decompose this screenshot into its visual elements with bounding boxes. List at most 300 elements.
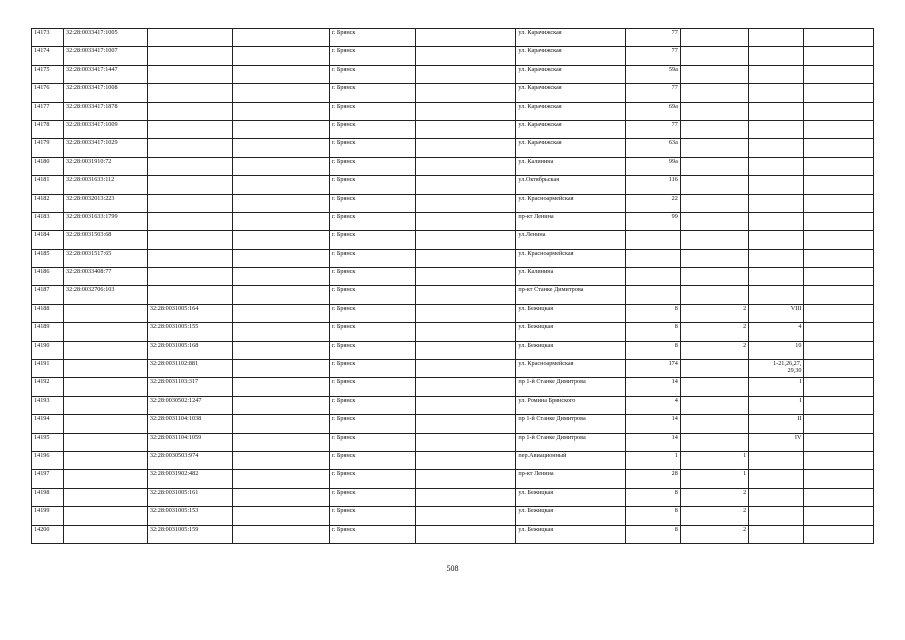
cell-empty (232, 102, 329, 120)
cell-city: г. Брянск (329, 231, 415, 249)
cell-room (749, 249, 804, 267)
cell-street: пр-кт Станке Димитрова (516, 286, 625, 304)
cell-empty (232, 157, 329, 175)
cell-number: 14179 (32, 139, 64, 157)
cell-empty (416, 378, 516, 396)
cell-house (625, 249, 680, 267)
cell-city: г. Брянск (329, 157, 415, 175)
cell-empty (416, 488, 516, 506)
cell-empty (804, 176, 874, 194)
cell-building (680, 65, 748, 83)
cell-empty (232, 433, 329, 451)
cell-street: ул. Карачижская (516, 102, 625, 120)
cell-cadastral-land: 32:28:0032706:103 (64, 286, 148, 304)
cell-empty (232, 488, 329, 506)
cell-cadastral-object (147, 102, 232, 120)
cell-cadastral-object: 32:28:0031005:168 (147, 341, 232, 359)
cell-room (749, 268, 804, 286)
cell-cadastral-land (64, 304, 148, 322)
cell-number: 14192 (32, 378, 64, 396)
table-row (32, 157, 874, 175)
cell-cadastral-land (64, 378, 148, 396)
cell-empty (416, 268, 516, 286)
cell-city: г. Брянск (329, 102, 415, 120)
cell-number: 14176 (32, 84, 64, 102)
table-row (32, 84, 874, 102)
cell-empty (232, 378, 329, 396)
cell-city: г. Брянск (329, 29, 415, 47)
cell-building: 2 (680, 525, 748, 543)
cell-number: 14195 (32, 433, 64, 451)
cell-empty (416, 525, 516, 543)
cell-cadastral-object (147, 176, 232, 194)
cell-number: 14184 (32, 231, 64, 249)
table-row (32, 120, 874, 138)
cell-building (680, 396, 748, 414)
cell-empty (232, 507, 329, 525)
cell-cadastral-object: 32:28:0031102:881 (147, 360, 232, 378)
cell-cadastral-object: 32:28:0031104:1038 (147, 415, 232, 433)
cell-empty (416, 470, 516, 488)
cell-number: 14175 (32, 65, 64, 83)
cell-street: ул. Красноармейская (516, 360, 625, 378)
cell-street: ул. Карачижская (516, 84, 625, 102)
cell-street: ул. Ромина Брянского (516, 396, 625, 414)
cell-empty (416, 451, 516, 469)
cell-cadastral-land (64, 415, 148, 433)
cell-house: 28 (625, 470, 680, 488)
table-row (32, 194, 874, 212)
cell-cadastral-land: 32:28:0033417:1009 (64, 120, 148, 138)
cell-cadastral-land: 32:28:0032013:223 (64, 194, 148, 212)
table-row (32, 249, 874, 267)
cell-empty (416, 102, 516, 120)
cell-cadastral-land (64, 396, 148, 414)
cell-street: ул. Калинина (516, 157, 625, 175)
cell-number: 14180 (32, 157, 64, 175)
cell-building (680, 268, 748, 286)
cell-house (625, 231, 680, 249)
cell-house: 8 (625, 507, 680, 525)
cell-room: I (749, 378, 804, 396)
cell-building (680, 212, 748, 230)
cell-building (680, 378, 748, 396)
cell-cadastral-object: 32:28:0031005:153 (147, 507, 232, 525)
cell-empty (416, 323, 516, 341)
cell-cadastral-object (147, 286, 232, 304)
cell-street: ул. Бежицкая (516, 507, 625, 525)
cell-cadastral-land: 32:28:0033417:1029 (64, 139, 148, 157)
table-row (32, 341, 874, 359)
cell-empty (416, 231, 516, 249)
cell-empty (804, 194, 874, 212)
cell-empty (804, 286, 874, 304)
cell-empty (232, 304, 329, 322)
cell-city: г. Брянск (329, 176, 415, 194)
cell-empty (232, 47, 329, 65)
cell-empty (416, 433, 516, 451)
table-row (32, 47, 874, 65)
cell-cadastral-land: 32:28:0033417:1878 (64, 102, 148, 120)
cell-empty (232, 470, 329, 488)
cell-city: г. Брянск (329, 65, 415, 83)
cell-room (749, 157, 804, 175)
cell-empty (232, 323, 329, 341)
cell-cadastral-object (147, 139, 232, 157)
cell-empty (416, 415, 516, 433)
cell-city: г. Брянск (329, 378, 415, 396)
cell-number: 14177 (32, 102, 64, 120)
cell-cadastral-land (64, 451, 148, 469)
cell-cadastral-land (64, 525, 148, 543)
cell-cadastral-land: 32:28:0031633:1799 (64, 212, 148, 230)
cell-number: 14183 (32, 212, 64, 230)
table-row (32, 139, 874, 157)
cell-empty (804, 396, 874, 414)
cell-empty (804, 47, 874, 65)
page-number: 508 (446, 564, 459, 573)
cell-number: 14178 (32, 120, 64, 138)
cell-house: 8 (625, 323, 680, 341)
table-row (32, 451, 874, 469)
cell-empty (416, 65, 516, 83)
table-row (32, 433, 874, 451)
cell-cadastral-object (147, 65, 232, 83)
cell-empty (416, 341, 516, 359)
cell-empty (804, 65, 874, 83)
cell-city: г. Брянск (329, 488, 415, 506)
cell-empty (232, 120, 329, 138)
cell-room (749, 488, 804, 506)
table-row (32, 360, 874, 378)
cell-cadastral-object: 32:28:0031902:482 (147, 470, 232, 488)
cell-room: I (749, 396, 804, 414)
cell-street: пр-кт Ленина (516, 470, 625, 488)
cell-empty (232, 176, 329, 194)
cell-building (680, 194, 748, 212)
cell-house: 22 (625, 194, 680, 212)
cell-empty (232, 268, 329, 286)
cell-empty (232, 231, 329, 249)
cell-empty (232, 194, 329, 212)
cell-house: 14 (625, 378, 680, 396)
cell-empty (232, 84, 329, 102)
cell-empty (232, 29, 329, 47)
cell-empty (416, 120, 516, 138)
cell-cadastral-object (147, 29, 232, 47)
cell-house: 4 (625, 396, 680, 414)
cell-house: 8 (625, 488, 680, 506)
cell-cadastral-object: 32:28:0030503:974 (147, 451, 232, 469)
cell-building: 2 (680, 304, 748, 322)
cell-room (749, 102, 804, 120)
cell-house (625, 268, 680, 286)
cell-empty (232, 451, 329, 469)
cell-cadastral-land: 32:28:0033417:1447 (64, 65, 148, 83)
cell-empty (416, 194, 516, 212)
cell-empty (232, 396, 329, 414)
cell-city: г. Брянск (329, 304, 415, 322)
cell-empty (416, 139, 516, 157)
cell-cadastral-object (147, 249, 232, 267)
cell-empty (804, 139, 874, 157)
cell-room (749, 84, 804, 102)
cell-cadastral-land (64, 433, 148, 451)
cell-street: ул. Красноармейская (516, 194, 625, 212)
cell-empty (804, 231, 874, 249)
cell-number: 14181 (32, 176, 64, 194)
cell-building (680, 157, 748, 175)
cell-cadastral-land: 32:28:0033417:1007 (64, 47, 148, 65)
cell-city: г. Брянск (329, 47, 415, 65)
cell-empty (804, 378, 874, 396)
cell-empty (232, 212, 329, 230)
cell-street: пр-кт Ленина (516, 212, 625, 230)
cell-building (680, 84, 748, 102)
cell-number: 14200 (32, 525, 64, 543)
cell-cadastral-object (147, 268, 232, 286)
cell-cadastral-land (64, 323, 148, 341)
cell-number: 14189 (32, 323, 64, 341)
cell-city: г. Брянск (329, 470, 415, 488)
cell-room (749, 139, 804, 157)
cell-city: г. Брянск (329, 249, 415, 267)
cell-city: г. Брянск (329, 360, 415, 378)
cell-building (680, 139, 748, 157)
cell-city: г. Брянск (329, 212, 415, 230)
cell-cadastral-land: 32:28:0031633:112 (64, 176, 148, 194)
cell-street: ул.Октябрьская (516, 176, 625, 194)
cell-building (680, 249, 748, 267)
cell-empty (804, 323, 874, 341)
cell-cadastral-object (147, 212, 232, 230)
table-row (32, 488, 874, 506)
cell-room (749, 176, 804, 194)
cell-empty (804, 525, 874, 543)
cell-cadastral-object: 32:28:0031005:164 (147, 304, 232, 322)
cell-street: пр 1-й Станке Димитрова (516, 378, 625, 396)
cell-city: г. Брянск (329, 268, 415, 286)
table-row (32, 415, 874, 433)
cell-number: 14173 (32, 29, 64, 47)
table-row (32, 378, 874, 396)
cell-empty (232, 65, 329, 83)
cell-cadastral-land: 32:28:0031503:68 (64, 231, 148, 249)
table-row (32, 286, 874, 304)
cell-street: пер.Авиационный (516, 451, 625, 469)
cell-empty (804, 451, 874, 469)
cell-empty (804, 102, 874, 120)
cell-room (749, 507, 804, 525)
cell-building (680, 29, 748, 47)
cell-cadastral-land: 32:28:0033417:1008 (64, 84, 148, 102)
cell-number: 14193 (32, 396, 64, 414)
cell-empty (804, 268, 874, 286)
cell-building (680, 231, 748, 249)
cell-cadastral-object (147, 157, 232, 175)
cell-empty (232, 286, 329, 304)
cell-cadastral-object (147, 47, 232, 65)
cell-empty (416, 47, 516, 65)
cell-street: ул. Бежицкая (516, 323, 625, 341)
cell-building (680, 360, 748, 378)
cell-number: 14194 (32, 415, 64, 433)
cell-street: пр 1-й Станке Димитрова (516, 415, 625, 433)
cell-city: г. Брянск (329, 323, 415, 341)
cell-building (680, 286, 748, 304)
cell-empty (416, 84, 516, 102)
cell-empty (804, 470, 874, 488)
cell-room (749, 451, 804, 469)
cell-empty (232, 139, 329, 157)
cell-room (749, 286, 804, 304)
cell-empty (416, 286, 516, 304)
cell-street: ул. Калинина (516, 268, 625, 286)
cell-building: 2 (680, 488, 748, 506)
cell-house: 14 (625, 415, 680, 433)
cell-room: 1-21,26,27, 29,30 (749, 360, 804, 378)
cell-cadastral-land: 32:28:0033417:1005 (64, 29, 148, 47)
cell-number: 14197 (32, 470, 64, 488)
cell-house: 8 (625, 304, 680, 322)
cell-room: 4 (749, 323, 804, 341)
cell-room: 10 (749, 341, 804, 359)
table-row (32, 470, 874, 488)
cell-cadastral-object: 32:28:0031005:155 (147, 323, 232, 341)
cell-building (680, 120, 748, 138)
cell-room (749, 231, 804, 249)
cell-number: 14190 (32, 341, 64, 359)
cell-street: ул. Карачижская (516, 29, 625, 47)
cell-building: 2 (680, 341, 748, 359)
table-body (32, 29, 874, 544)
cell-empty (416, 249, 516, 267)
cell-cadastral-object (147, 231, 232, 249)
cell-empty (232, 415, 329, 433)
cell-house: 69а (625, 102, 680, 120)
cell-house (625, 286, 680, 304)
cell-street: ул. Карачижская (516, 120, 625, 138)
cell-building (680, 102, 748, 120)
registry-table (31, 28, 874, 544)
cell-empty (804, 120, 874, 138)
cell-number: 14196 (32, 451, 64, 469)
cell-room: II (749, 415, 804, 433)
cell-empty (804, 360, 874, 378)
cell-empty (416, 507, 516, 525)
cell-house: 99 (625, 212, 680, 230)
cell-number: 14186 (32, 268, 64, 286)
cell-building: 2 (680, 323, 748, 341)
cell-street: ул. Бежицкая (516, 525, 625, 543)
cell-empty (232, 249, 329, 267)
cell-empty (804, 29, 874, 47)
cell-house: 116 (625, 176, 680, 194)
cell-empty (804, 249, 874, 267)
cell-empty (232, 341, 329, 359)
table-row (32, 507, 874, 525)
cell-empty (232, 525, 329, 543)
table-row (32, 29, 874, 47)
cell-house: 77 (625, 29, 680, 47)
cell-empty (804, 433, 874, 451)
cell-street: ул.Ленина (516, 231, 625, 249)
cell-room (749, 470, 804, 488)
cell-empty (804, 488, 874, 506)
cell-city: г. Брянск (329, 286, 415, 304)
cell-city: г. Брянск (329, 84, 415, 102)
cell-cadastral-object: 32:28:0031103:317 (147, 378, 232, 396)
cell-empty (804, 212, 874, 230)
cell-number: 14185 (32, 249, 64, 267)
cell-house: 14 (625, 433, 680, 451)
cell-city: г. Брянск (329, 396, 415, 414)
cell-city: г. Брянск (329, 194, 415, 212)
cell-empty (416, 396, 516, 414)
cell-empty (416, 212, 516, 230)
table-row (32, 176, 874, 194)
cell-cadastral-object: 32:28:0031104:1059 (147, 433, 232, 451)
cell-number: 14191 (32, 360, 64, 378)
cell-empty (416, 360, 516, 378)
cell-house: 77 (625, 120, 680, 138)
cell-cadastral-land (64, 341, 148, 359)
table-row (32, 65, 874, 83)
cell-building: 1 (680, 470, 748, 488)
cell-house: 174 (625, 360, 680, 378)
cell-street: ул. Бежицкая (516, 488, 625, 506)
cell-city: г. Брянск (329, 415, 415, 433)
cell-room (749, 29, 804, 47)
table-row (32, 396, 874, 414)
cell-empty (416, 304, 516, 322)
cell-street: ул. Бежицкая (516, 341, 625, 359)
cell-street: ул. Красноармейская (516, 249, 625, 267)
cell-house: 77 (625, 47, 680, 65)
cell-street: ул. Бежицкая (516, 304, 625, 322)
cell-building (680, 47, 748, 65)
cell-building (680, 176, 748, 194)
table-row (32, 231, 874, 249)
cell-empty (804, 507, 874, 525)
cell-house: 63а (625, 139, 680, 157)
cell-city: г. Брянск (329, 139, 415, 157)
cell-empty (804, 84, 874, 102)
cell-cadastral-land: 32:28:0031910:72 (64, 157, 148, 175)
table-row (32, 212, 874, 230)
cell-building (680, 415, 748, 433)
cell-house: 8 (625, 341, 680, 359)
cell-city: г. Брянск (329, 525, 415, 543)
cell-cadastral-object: 32:28:0031005:161 (147, 488, 232, 506)
cell-city: г. Брянск (329, 120, 415, 138)
cell-empty (232, 360, 329, 378)
cell-empty (804, 304, 874, 322)
table-row (32, 323, 874, 341)
cell-street: пр 1-й Станке Димитрова (516, 433, 625, 451)
cell-building: 2 (680, 507, 748, 525)
cell-number: 14199 (32, 507, 64, 525)
cell-number: 14198 (32, 488, 64, 506)
cell-house: 77 (625, 84, 680, 102)
cell-number: 14182 (32, 194, 64, 212)
cell-city: г. Брянск (329, 341, 415, 359)
cell-number: 14174 (32, 47, 64, 65)
cell-house: 99а (625, 157, 680, 175)
table-row (32, 268, 874, 286)
cell-room (749, 47, 804, 65)
cell-room: IV (749, 433, 804, 451)
